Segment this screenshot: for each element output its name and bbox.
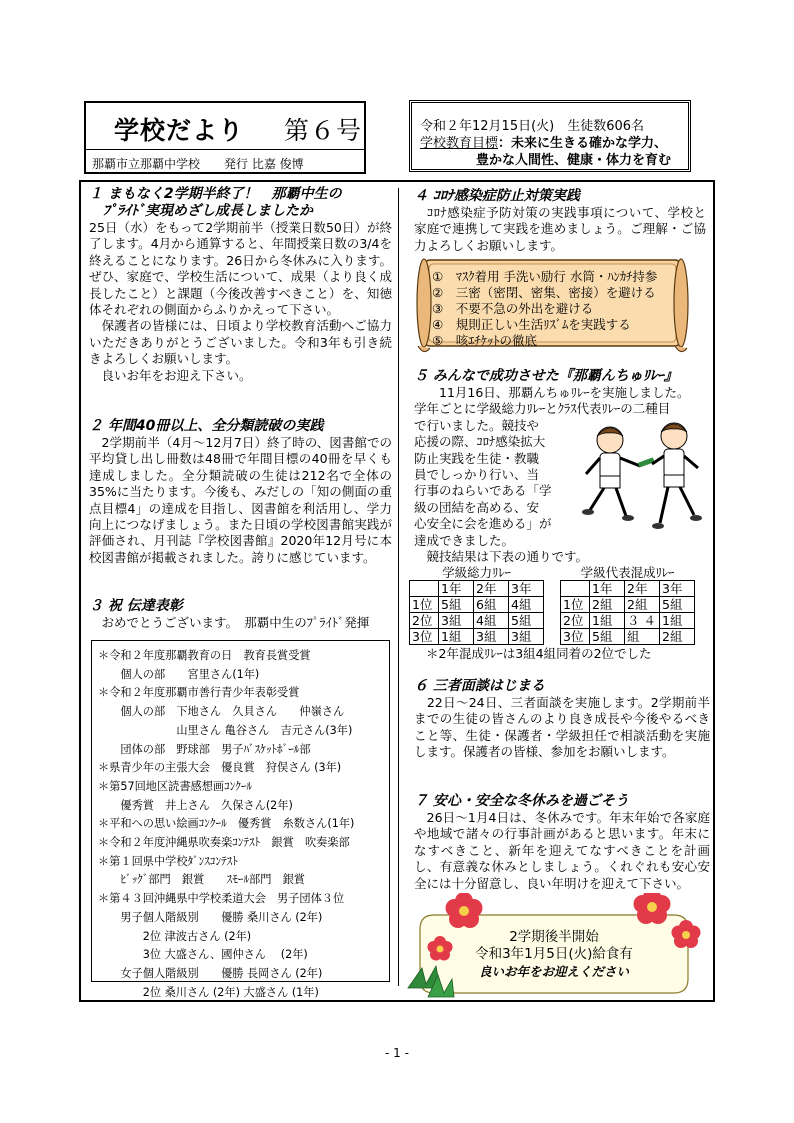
goal-label: 学校教育目標 xyxy=(420,136,499,151)
section-2-heading: ２ 年間40冊以上、全分類読破の実践 xyxy=(89,418,324,434)
award-line: 男子個人階級別 優勝 桑川さん (2年) xyxy=(98,910,323,924)
banner-line-1: 2学期後半開始 xyxy=(509,929,599,945)
goal-line-2: 豊かな人間性、健康・体力を育む xyxy=(476,153,672,168)
table-row: 1年 2年 3年 xyxy=(410,581,544,597)
relay-runners-illustration xyxy=(578,418,708,538)
award-line: 3位 大盛さん、國仲さん (2年) xyxy=(98,948,308,962)
award-line: 女子個人階級別 優勝 長岡さん (2年) xyxy=(98,966,323,980)
banner-text xyxy=(404,929,704,980)
section-6-heading: ６ 三者面談はじまる xyxy=(414,678,545,694)
relay-note: ＊2年混成ﾘﾚｰは3組4組同着の2位でした xyxy=(426,646,652,661)
banner-line-2: 令和3年1月5日(火)給食有 xyxy=(475,946,633,962)
publisher-line: 那覇市立那覇中学校 発行 比嘉 俊博 xyxy=(92,157,304,171)
award-line: 団体の部 野球部 男子ﾊﾞｽｹｯﾄﾎﾞｰﾙ部 xyxy=(98,742,311,756)
award-line: ＊令和２年度那覇市善行青少年表彰受賞 xyxy=(98,686,300,700)
award-line: 山里さん 亀谷さん 吉元さん(3年) xyxy=(98,723,353,737)
award-line: ＊県青少年の主張大会 優良賞 狩俣さん (3年) xyxy=(98,761,342,775)
text-line: 防止実践を生徒・教職 xyxy=(414,450,540,466)
text-line: 級の団結を高める、安 xyxy=(414,499,540,515)
measure-item: ⑤ 咳ｴﾁｹｯﾄの徹底 xyxy=(432,333,537,348)
section-5-heading: ５ みんなで成功させた『那覇んちゅﾘﾚｰ』 xyxy=(414,368,678,384)
title-divider xyxy=(86,149,364,150)
covid-measures-board xyxy=(416,258,689,358)
relay-table-1 xyxy=(409,565,544,645)
award-line: ＊平和への思い絵画ｺﾝｸｰﾙ 優秀賞 糸数さん(1年) xyxy=(98,817,355,831)
section-1 xyxy=(89,186,392,384)
award-line: 優秀賞 井上さん 久保さん(2年) xyxy=(98,798,293,812)
page-number: - 1 - xyxy=(385,1046,409,1060)
table-row: 2位 3組 4組 5組 xyxy=(410,613,544,629)
table-1-title: 学級総力ﾘﾚｰ xyxy=(410,565,544,581)
measure-item: ④ 規則正しい生活ﾘｽﾞﾑを実践する xyxy=(432,317,631,332)
banner-line-3: 良いお年をお迎えください xyxy=(478,964,629,979)
award-line: 2位 桑川さん (2年) 大盛さん (1年) xyxy=(98,985,319,999)
award-line: ＊令和２年度沖縄県吹奏楽ｺﾝﾃｽﾄ 銀賞 吹奏楽部 xyxy=(98,836,350,850)
text-line: で行いました。競技や xyxy=(414,417,540,433)
measures-list xyxy=(432,269,657,349)
new-year-banner xyxy=(404,893,704,1003)
section-6-body: 22日～24日、三者面談を実施します。2学期前半までの生徒の皆さんのより良き成長や今後やるべきこと等、生徒・保護者・学級担任で相談活動を実施します。保護者の皆様、参加をお願いします。 xyxy=(414,695,710,760)
award-line: ＊第57回地区読書感想画ｺﾝｸｰﾙ xyxy=(98,779,253,793)
measure-item: ③ 不要不急の外出を避ける xyxy=(432,301,594,316)
section-1-heading-2: ﾌﾟﾗｲﾄﾞ実現めざし成長しましたか xyxy=(89,203,313,219)
section-4-heading: ４ ｺﾛﾅ感染症防止対策実践 xyxy=(414,188,580,204)
issue-number: 第６号 xyxy=(284,116,363,145)
section-3-intro: おめでとうございます。 那覇中生のﾌﾟﾗｲﾄﾞ発揮 xyxy=(89,615,370,630)
section-1-body: 25日（水）をもって2学期前半（授業日数50日）が終了します。4月から通算すると、年間授業日数の3/4を終えることになります。26日から冬休みに入ります。ぜひ、家庭で、学校生活について、成果（より良く成長したこと）と課題（今後改善すべきこと）を、知徳体それぞれの側面からふりかえって下さい。 保護者の皆様には、日頃より学校教育活動へご協力いただきありがとうございました。令和3年も引き続きよろしくお願いします。 良いお年をお迎え下さい。 xyxy=(89,220,392,383)
section-3-heading: ３ 祝 伝達表彰 xyxy=(89,598,183,614)
table-row: 3位 5組 組 2組 xyxy=(561,629,695,645)
section-7-body: 26日～1月4日は、冬休みです。年末年始で各家庭や地域で諸々の行事計画があると思います。年末になすべきこと、新年を迎えてなすべきことを計画し、有意義な休みとしましょう。くれぐれも安心安全には十分留意し、良い年明けを迎えて下さい。 xyxy=(414,810,710,891)
award-line: ＊令和２年度那覇教育の日 教育長賞受賞 xyxy=(98,649,311,662)
title-box xyxy=(84,101,366,174)
section-4-body: ｺﾛﾅ感染症予防対策の実践事項について、学校と家庭で連携して実践を進めましょう。ご理解・ご協力よろしくお願いします。 xyxy=(414,205,706,253)
measure-item: ① ﾏｽｸ着用 手洗い励行 水筒・ﾊﾝｶﾁ持参 xyxy=(432,269,658,284)
section-4 xyxy=(414,188,706,254)
section-7-heading: ７ 安心・安全な冬休みを過ごそう xyxy=(414,793,629,809)
table-row: 2位 1組 ３ ４ 1組 xyxy=(561,613,695,629)
text-line: 員でしっかり行い、当 xyxy=(414,467,540,483)
relay-table-2 xyxy=(560,565,695,645)
table-row: 1位 2組 2組 5組 xyxy=(561,597,695,613)
table-row: 1年 2年 3年 xyxy=(561,581,695,597)
text-line: 心安全に会を進める」が xyxy=(414,516,552,532)
section-7 xyxy=(414,793,710,892)
section-3 xyxy=(89,598,392,631)
award-line: ＊第４３回沖縄県中学校柔道大会 男子団体３位 xyxy=(98,892,345,906)
text-line: 達成できました。 xyxy=(414,532,515,548)
goal-line-1: 学校教育目標：未来に生きる確かな学力、 xyxy=(420,136,668,151)
section-2 xyxy=(89,418,392,566)
column-divider xyxy=(398,188,399,986)
text-line: 11月16日、那覇んちゅﾘﾚｰを実施しました。 xyxy=(414,385,690,400)
award-line: ﾋﾞｯｸﾞ部門 銀賞 ｽﾓｰﾙ部門 銀賞 xyxy=(98,873,305,887)
date-goal-box xyxy=(409,100,691,172)
text-line: 応援の際、ｺﾛﾅ感染拡大 xyxy=(414,434,546,450)
table-row: 3位 1組 3組 3組 xyxy=(410,629,544,645)
award-line: 個人の部 下地さん 久貝さん 仲嶺さん xyxy=(98,705,345,719)
award-list xyxy=(91,640,390,999)
section-6 xyxy=(414,678,710,761)
result-line: 競技結果は下表の通りです。 xyxy=(414,549,589,565)
section-1-heading-1: １ まもなく2学期半終了！ 那覇中生の xyxy=(89,186,342,202)
section-2-body: 2学期前半（4月～12月7日）終了時の、図書館での平均貸し出し冊数は48冊で年間目標の40冊を早くも達成しました。全分類読破の生徒は212名で全体の35%に当たります。今後も、みだしの「知の側面の重点目標4」の達成を目指し、図書館を利活用し、学力向上につなげましょう。また日頃の学校図書館実践が評価され、月刊誌『学校図書館』2020年12月号に本校図書館が掲載されました。誇りに感じています。 xyxy=(89,435,392,565)
newsletter-title: 学校だより 第６号 xyxy=(114,116,363,145)
award-line: 個人の部 宮里さん(1年) xyxy=(98,667,260,681)
award-line: 2位 津波古さん (2年) xyxy=(98,929,252,943)
date-line: 令和２年12月15日(火) 生徒数606名 xyxy=(420,119,645,134)
measure-item: ② 三密（密閉、密集、密接）を避ける xyxy=(432,285,656,300)
text-line: 学年ごとに学級総力ﾘﾚｰとｸﾗｽ代表ﾘﾚｰの二種目 xyxy=(414,401,671,417)
table-row: 1位 5組 6組 4組 xyxy=(410,597,544,613)
award-line: ＊第１回県中学校ﾀﾞﾝｽｺﾝﾃｽﾄ xyxy=(98,854,238,868)
text-line: 行事のねらいである「学 xyxy=(414,483,552,499)
table-2-title: 学級代表混成ﾘﾚｰ xyxy=(561,565,695,581)
